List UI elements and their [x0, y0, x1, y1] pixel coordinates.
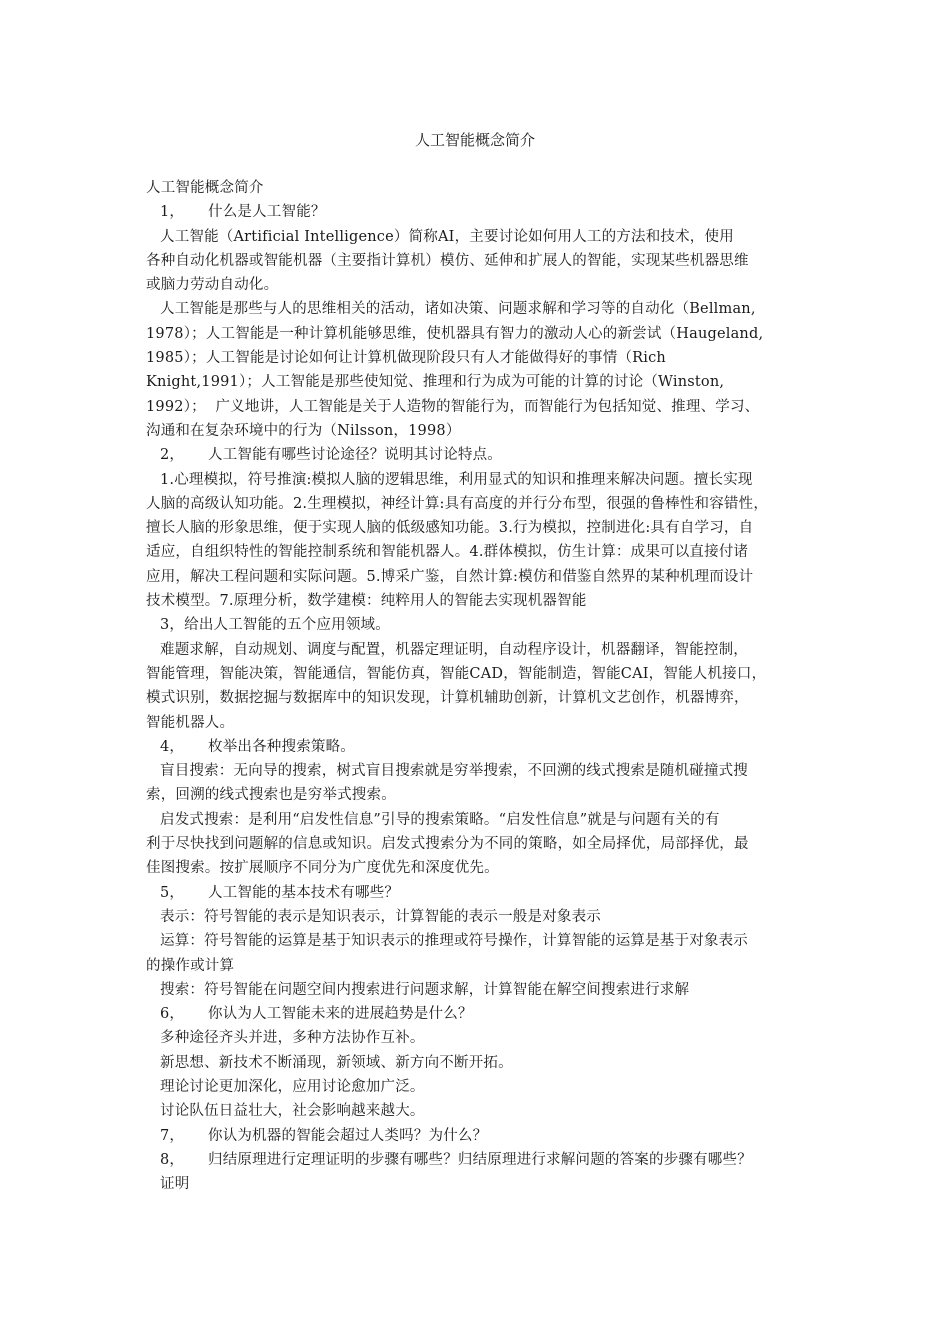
line-text: 人工智能概念简介 — [146, 180, 264, 196]
text-line — [146, 516, 816, 540]
text-line — [146, 589, 816, 613]
line-text: 人工智能（Artificial Intelligence）简称AI，主要讨论如何用人工的方法和技术，使用 — [160, 228, 734, 245]
line-text: 启发式搜索：是利用“启发性信息”引导的搜索策略。“启发性信息”就是与问题有关的有 — [160, 811, 720, 828]
line-text: 运算：符号智能的运算是基于知识表示的推理或符号操作，计算智能的运算是基于对象表示 — [160, 933, 748, 950]
document-title: 人工智能概念简介 — [414, 131, 535, 149]
text-line — [146, 638, 816, 662]
line-text: 或脑力劳动自动化。 — [146, 277, 279, 294]
text-line — [146, 273, 816, 297]
line-text: 讨论队伍日益壮大，社会影响越来越大。 — [160, 1103, 425, 1120]
question-number: 6， — [160, 1006, 185, 1023]
text-line — [146, 832, 816, 856]
question-number: 5， — [160, 884, 185, 901]
text-line — [146, 225, 816, 249]
text-line — [146, 468, 816, 492]
line-text: 1.心理模拟，符号推演:模拟人脑的逻辑思维，利用显式的知识和推理来解决问题。擅长实现 — [160, 471, 753, 488]
question-heading — [146, 443, 816, 467]
line-text: 你认为人工智能未来的进展趋势是什么？ — [208, 1006, 473, 1023]
text-line — [146, 346, 816, 370]
question-heading — [146, 1124, 816, 1148]
line-text: 应用，解决工程问题和实际问题。5.博采广鉴，自然计算:模仿和借鉴自然界的某种机理而设计 — [146, 568, 754, 585]
line-text: 各种自动化机器或智能机器（主要指计算机）模仿、延伸和扩展人的智能，实现某些机器思维 — [146, 252, 749, 269]
text-line — [146, 662, 816, 686]
line-text: 你认为机器的智能会超过人类吗？为什么？ — [208, 1127, 488, 1144]
line-text: 沟通和在复杂环境中的行为（Nilsson，1998） — [146, 422, 461, 439]
text-line — [146, 711, 816, 735]
line-text: 模式识别，数据挖掘与数据库中的知识发现，计算机辅助创新，计算机文艺创作，机器博弈， — [146, 690, 749, 707]
text-line — [146, 929, 816, 953]
line-text: 搜索：符号智能在问题空间内搜索进行问题求解，计算智能在解空间搜索进行求解 — [160, 981, 690, 998]
line-text: 证明 — [160, 1176, 190, 1193]
document-body — [146, 176, 816, 1196]
line-text: 人工智能的基本技术有哪些？ — [208, 884, 400, 901]
text-line — [146, 954, 816, 978]
text-line — [146, 759, 816, 783]
line-text: 新思想、新技术不断涌现，新领域、新方向不断开拓。 — [160, 1054, 513, 1071]
question-number: 8， — [160, 1151, 185, 1168]
line-text: 枚举出各种搜索策略。 — [208, 738, 355, 755]
line-text: 适应，自组织特性的智能控制系统和智能机器人。4.群体模拟，仿生计算：成果可以直接付诸 — [146, 544, 749, 561]
line-text: 理论讨论更加深化，应用讨论愈加广泛。 — [160, 1078, 425, 1095]
question-number: 7， — [160, 1127, 185, 1144]
line-text: Knight,1991）；人工智能是那些使知觉、推理和行为成为可能的计算的讨论（Winston, — [146, 374, 725, 391]
question-number: 1， — [160, 204, 185, 221]
text-line — [146, 1099, 816, 1123]
text-line — [146, 686, 816, 710]
line-text: 利于尽快找到问题解的信息或知识。启发式搜索分为不同的策略，如全局择优，局部择优，最 — [146, 836, 749, 853]
text-line — [146, 783, 816, 807]
text-line — [146, 905, 816, 929]
question-heading — [146, 1148, 816, 1172]
text-line — [146, 1075, 816, 1099]
text-line — [146, 1051, 816, 1075]
line-text: 盲目搜索：无向导的搜索，树式盲目搜索就是穷举搜索，不回溯的线式搜索是随机碰撞式搜 — [160, 763, 748, 780]
question-heading — [146, 1002, 816, 1026]
line-text: 人工智能有哪些讨论途径？说明其讨论特点。 — [208, 447, 502, 464]
text-line — [146, 322, 816, 346]
line-text: 索，回溯的线式搜索也是穷举式搜索。 — [146, 787, 396, 804]
line-text: 智能管理，智能决策，智能通信，智能仿真，智能CAD，智能制造，智能CAI，智能人机接口， — [146, 665, 767, 682]
text-line — [146, 856, 816, 880]
text-line — [146, 370, 816, 394]
question-heading — [146, 881, 816, 905]
text-line — [146, 540, 816, 564]
text-line — [146, 395, 816, 419]
question-heading — [146, 735, 816, 759]
line-text: 3，给出人工智能的五个应用领域。 — [160, 617, 390, 634]
line-text: 1978）；人工智能是一种计算机能够思维，使机器具有智力的激动人心的新尝试（Haugeland, — [146, 325, 764, 342]
text-line — [146, 492, 816, 516]
line-text: 擅长人脑的形象思维，便于实现人脑的低级感知功能。3.行为模拟，控制进化:具有自学习，自 — [146, 520, 754, 537]
line-text: 智能机器人。 — [146, 714, 235, 731]
text-line — [146, 419, 816, 443]
question-number: 4， — [160, 738, 185, 755]
text-line — [146, 808, 816, 832]
text-line — [146, 176, 816, 200]
line-text: 的操作或计算 — [146, 957, 235, 974]
text-line — [146, 1026, 816, 1050]
line-text: 难题求解，自动规划、调度与配置，机器定理证明，自动程序设计，机器翻译，智能控制， — [160, 641, 748, 658]
text-line — [146, 297, 816, 321]
question-number: 2， — [160, 447, 185, 464]
line-text: 归结原理进行定理证明的步骤有哪些？归结原理进行求解问题的答案的步骤有哪些？ — [208, 1151, 752, 1168]
line-text: 多种途径齐头并进，多种方法协作互补。 — [160, 1030, 425, 1047]
text-line — [146, 249, 816, 273]
line-text: 表示：符号智能的表示是知识表示，计算智能的表示一般是对象表示 — [160, 908, 601, 925]
line-text: 1992）； 广义地讲，人工智能是关于人造物的智能行为，而智能行为包括知觉、推理、学习、 — [146, 398, 760, 415]
line-text: 什么是人工智能？ — [208, 204, 326, 221]
question-heading — [146, 200, 816, 224]
line-text: 技术模型。7.原理分析，数学建模：纯粹用人的智能去实现机器智能 — [146, 593, 587, 610]
text-line — [146, 613, 816, 637]
text-line — [146, 978, 816, 1002]
text-line — [146, 1172, 816, 1196]
line-text: 佳图搜索。按扩展顺序不同分为广度优先和深度优先。 — [146, 860, 499, 877]
line-text: 人工智能是那些与人的思维相关的活动，诸如决策、问题求解和学习等的自动化（Bellman, — [160, 301, 756, 318]
text-line — [146, 565, 816, 589]
line-text: 1985）；人工智能是讨论如何让计算机做现阶段只有人才能做得好的事情（Rich — [146, 350, 666, 367]
line-text: 人脑的高级认知功能。2.生理模拟，神经计算:具有高度的并行分布型，很强的鲁棒性和容错性， — [146, 495, 769, 512]
